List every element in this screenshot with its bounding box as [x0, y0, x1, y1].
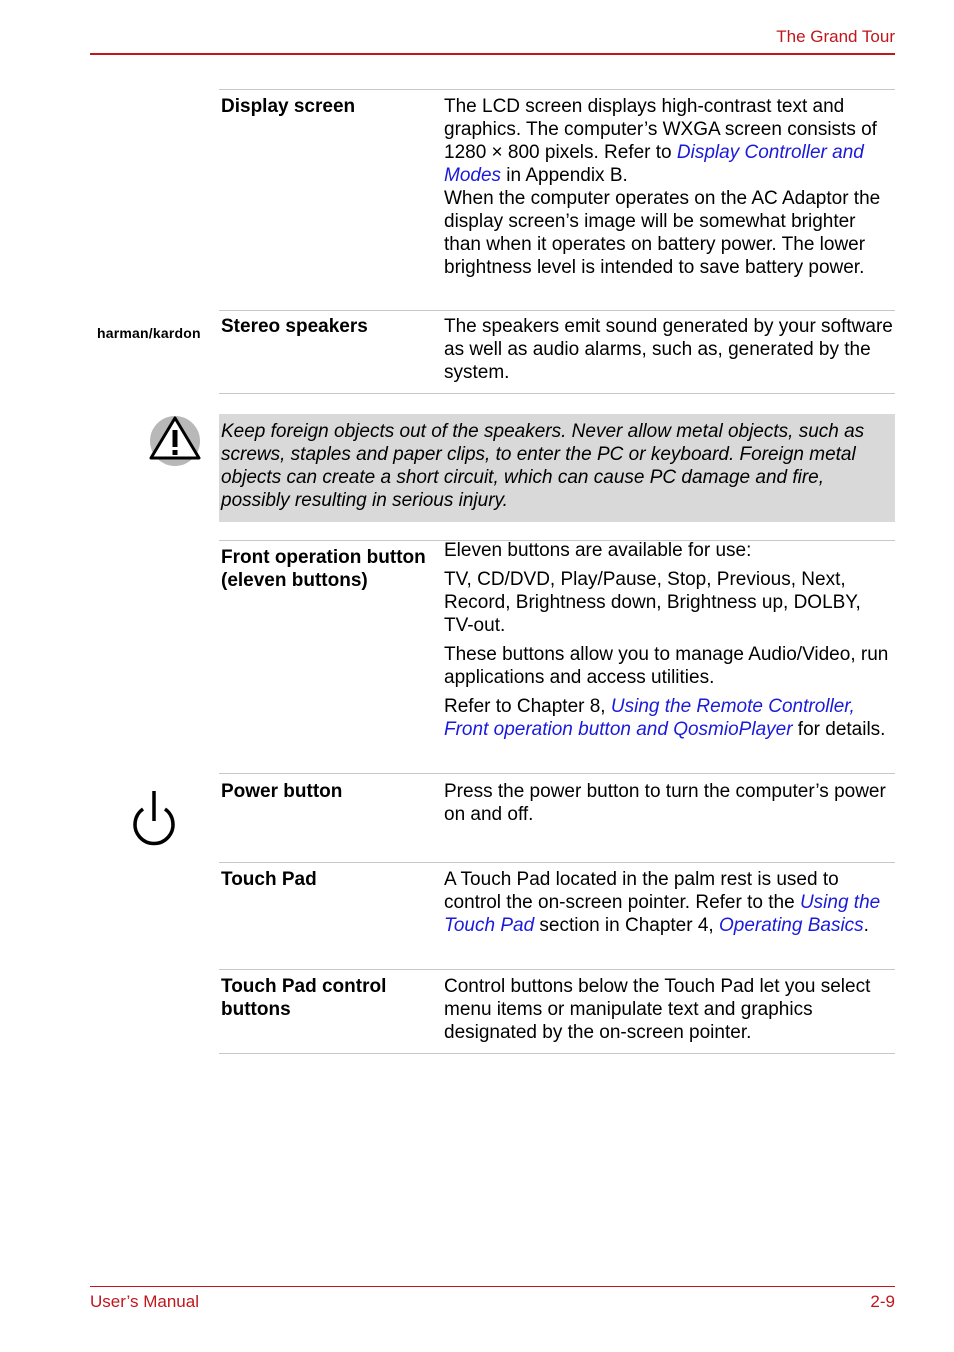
footer-page-number: 2-9	[870, 1292, 895, 1311]
term-touch-pad: Touch Pad	[221, 869, 317, 890]
desc-text: The LCD screen displays high-contrast text and graphics. The computer’s WXGA screen consists of 1280 × 800 pixels. Refer to	[444, 96, 877, 163]
footer-manual-title: User’s Manual	[90, 1292, 199, 1311]
desc-touch-pad	[444, 868, 894, 937]
term-display-screen: Display screen	[221, 96, 356, 117]
link-display-controller[interactable]: Display Controller and Modes	[444, 142, 864, 186]
link-remote-controller[interactable]: Using the Remote Controller, Front operation button and QosmioPlayer	[444, 696, 855, 740]
desc-display-para-1	[444, 95, 894, 187]
caution-text: Keep foreign objects out of the speakers. Never allow metal objects, such as screws, staples and paper clips, to enter the PC or keyboard. Foreign metal objects can create a short circuit, which can cause PC damage and fire, possibly resulting in serious injury.	[221, 421, 865, 511]
caution-triangle-icon	[148, 414, 202, 468]
desc-touchpad-para	[444, 868, 894, 937]
desc-front-para-1: Eleven buttons are available for use:	[444, 540, 752, 561]
desc-power-button: Press the power button to turn the computer’s power on and off.	[444, 781, 886, 825]
row-divider	[219, 89, 895, 90]
desc-text: for details.	[792, 719, 886, 740]
row-divider	[219, 969, 895, 970]
link-operating-basics[interactable]: Operating Basics	[718, 915, 864, 936]
row-divider	[219, 393, 895, 394]
term-stereo-speakers: Stereo speakers	[221, 316, 368, 337]
desc-front-para-3: These buttons allow you to manage Audio/Video, run applications and access utilities.	[444, 644, 889, 688]
footer-rule	[90, 1286, 895, 1287]
link-using-touch-pad[interactable]: Using the Touch Pad	[444, 892, 881, 936]
desc-front-para-2: TV, CD/DVD, Play/Pause, Stop, Previous, Next, Record, Brightness down, Brightness up, DOLBY, TV-out.	[444, 569, 861, 636]
term-touch-pad-control-buttons: Touch Pad control buttons	[221, 976, 387, 1020]
desc-stereo-speakers: The speakers emit sound generated by your software as well as audio alarms, such as, generated by the system.	[444, 316, 893, 383]
desc-display-para-2: When the computer operates on the AC Adaptor the display screen’s image will be somewhat brighter than when it operates on battery power. The lower brightness level is intended to save battery power.	[444, 188, 881, 278]
row-divider	[219, 1053, 895, 1054]
page-header-title: The Grand Tour	[776, 27, 895, 46]
desc-text: A Touch Pad located in the palm rest is used to control the on-screen pointer. Refer to the	[444, 869, 839, 913]
desc-front-operation-button	[444, 539, 894, 741]
row-divider	[219, 773, 895, 774]
header-rule	[90, 53, 895, 55]
desc-touch-pad-control-buttons: Control buttons below the Touch Pad let you select menu items or manipulate text and graphics designated by the on-screen pointer.	[444, 976, 871, 1043]
term-power-button: Power button	[221, 781, 343, 802]
desc-text: section in Chapter 4,	[534, 915, 719, 936]
term-front-operation-button: Front operation button (eleven buttons)	[221, 547, 426, 591]
harman-kardon-logo: harman/kardon	[97, 325, 201, 341]
row-divider	[219, 310, 895, 311]
desc-text: in Appendix B.	[501, 165, 628, 186]
power-icon	[128, 789, 180, 847]
desc-display-screen	[444, 95, 894, 279]
desc-text: .	[863, 915, 869, 936]
desc-front-para-4	[444, 695, 894, 741]
desc-text: Refer to Chapter 8,	[444, 696, 611, 717]
row-divider	[219, 862, 895, 863]
